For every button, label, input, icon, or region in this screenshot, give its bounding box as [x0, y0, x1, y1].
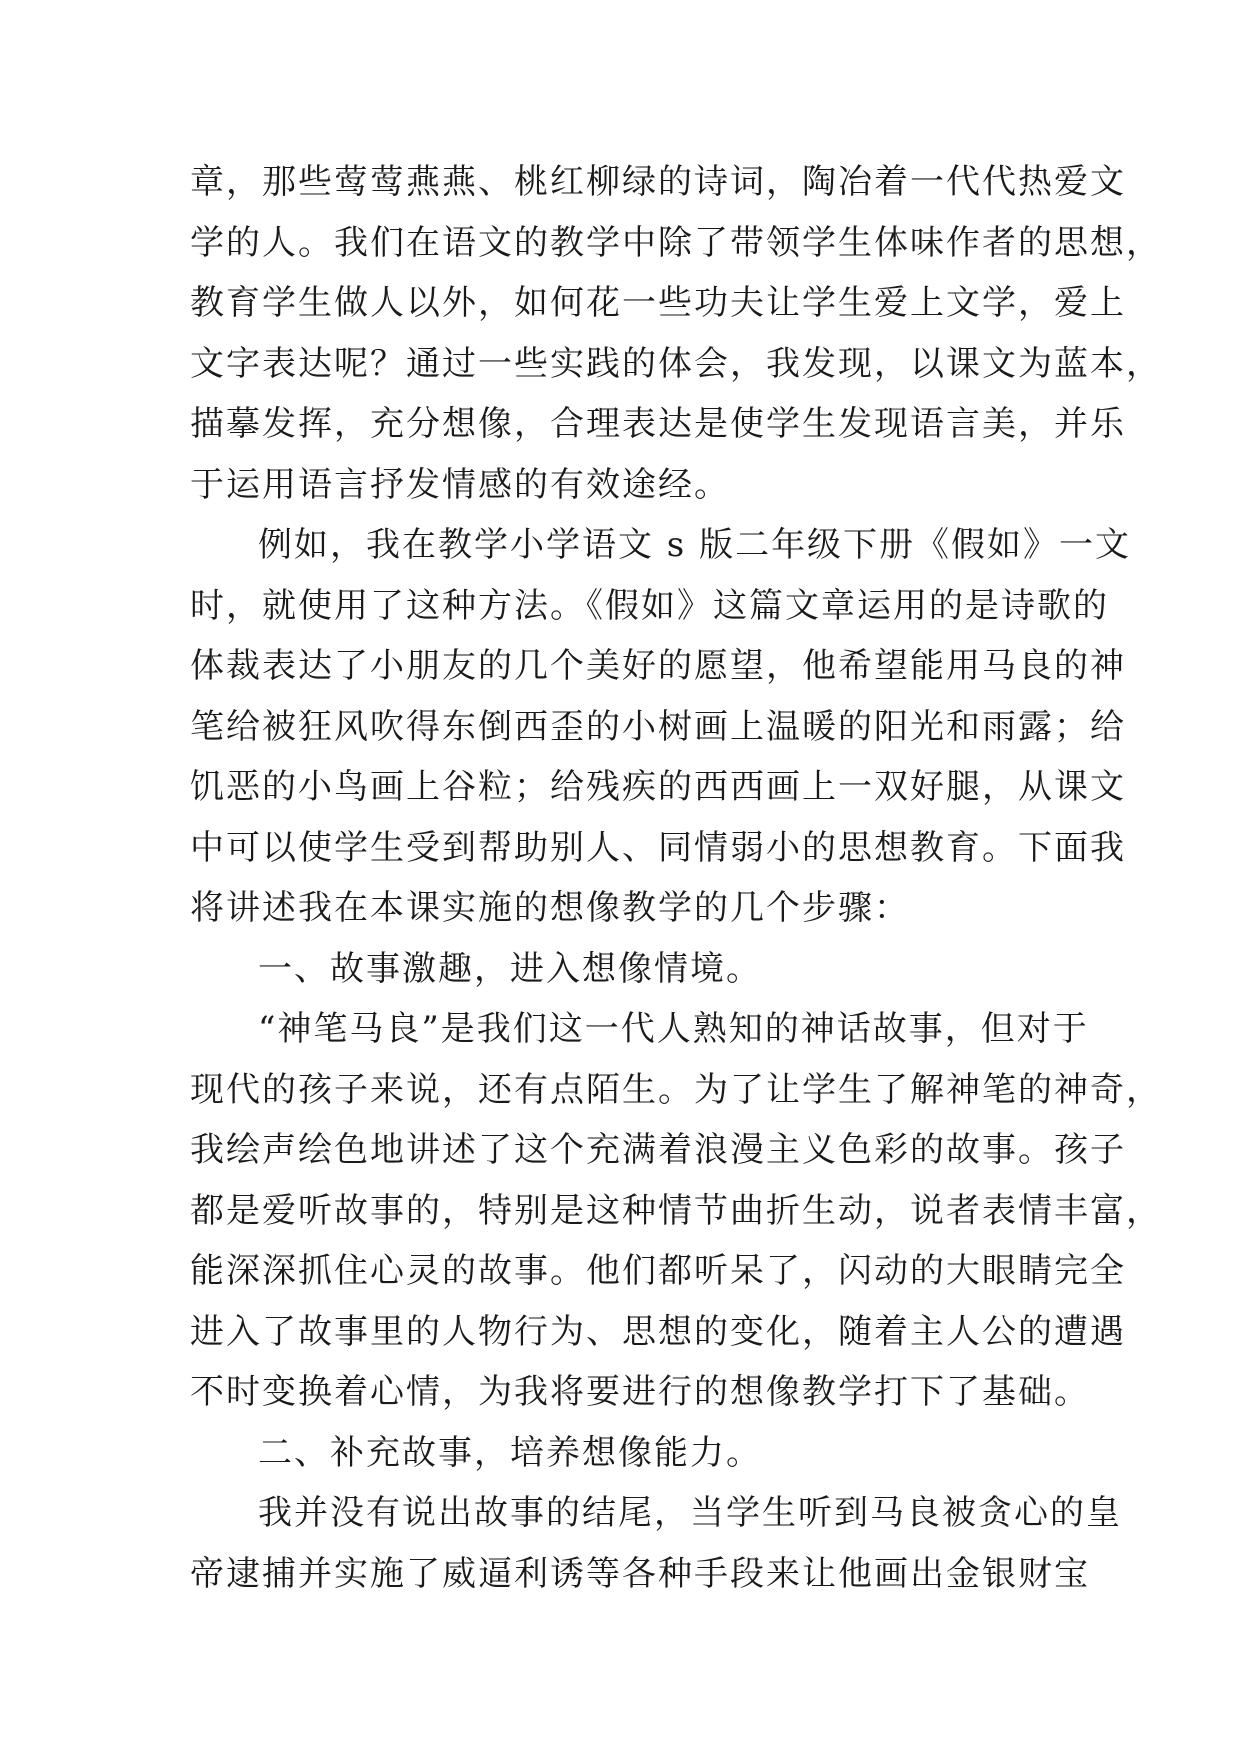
text-line: 饥恶的小鸟画上谷粒；给残疾的西西画上一双好腿，从课文 — [190, 767, 1126, 807]
text-line: 都是爱听故事的，特别是这种情节曲折生动，说者表情丰富， — [190, 1190, 1162, 1231]
text-line: 我并没有说出故事的结尾，当学生听到马良被贪心的皇 — [258, 1493, 1122, 1533]
text-line: 我绘声绘色地讲述了这个充满着浪漫主义色彩的故事。孩子 — [190, 1130, 1126, 1170]
text-line: 学的人。我们在语文的教学中除了带领学生体味作者的思想， — [190, 222, 1162, 263]
text-line: 将讲述我在本课实施的想像教学的几个步骤： — [190, 888, 910, 928]
text-line: 例如，我在教学小学语文 s 版二年级下册《假如》一文 — [258, 525, 1132, 565]
text-line: 中可以使学生受到帮助别人、同情弱小的思想教育。下面我 — [190, 827, 1126, 868]
text-line: 时，就使用了这种方法。《假如》这篇文章运用的是诗歌的 — [190, 585, 1109, 626]
text-line: 进入了故事里的人物行为、思想的变化，随着主人公的遭遇 — [190, 1311, 1126, 1352]
text-line: 体裁表达了小朋友的几个美好的愿望，他希望能用马良的神 — [190, 646, 1126, 686]
text-line: 描摹发挥，充分想像，合理表达是使学生发现语言美，并乐 — [190, 404, 1126, 444]
text-line: 笔给被狂风吹得东倒西歪的小树画上温暖的阳光和雨露；给 — [190, 706, 1126, 747]
text-line: 章，那些莺莺燕燕、桃红柳绿的诗词，陶冶着一代代热爱文 — [190, 162, 1126, 202]
text-line: 帝逮捕并实施了威逼利诱等各种手段来让他画出金银财宝 — [190, 1553, 1090, 1594]
text-line: 二、补充故事，培养想像能力。 — [258, 1432, 762, 1473]
text-line: 文字表达呢？通过一些实践的体会，我发现，以课文为蓝本， — [190, 343, 1162, 384]
text-line: 教育学生做人以外，如何花一些功夫让学生爱上文学，爱上 — [190, 283, 1126, 323]
document-body — [190, 152, 1162, 1604]
text-line: 现代的孩子来说，还有点陌生。为了让学生了解神笔的神奇， — [190, 1069, 1162, 1110]
text-line: 能深深抓住心灵的故事。他们都听呆了，闪动的大眼睛完全 — [190, 1251, 1126, 1291]
text-line: 不时变换着心情，为我将要进行的想像教学打下了基础。 — [190, 1372, 1090, 1412]
text-line: 一、故事激趣，进入想像情境。 — [258, 948, 762, 989]
text-line: “神笔马良”是我们这一代人熟知的神话故事，但对于 — [258, 1009, 1089, 1049]
text-line: 于运用语言抒发情感的有效途经。 — [190, 464, 730, 505]
